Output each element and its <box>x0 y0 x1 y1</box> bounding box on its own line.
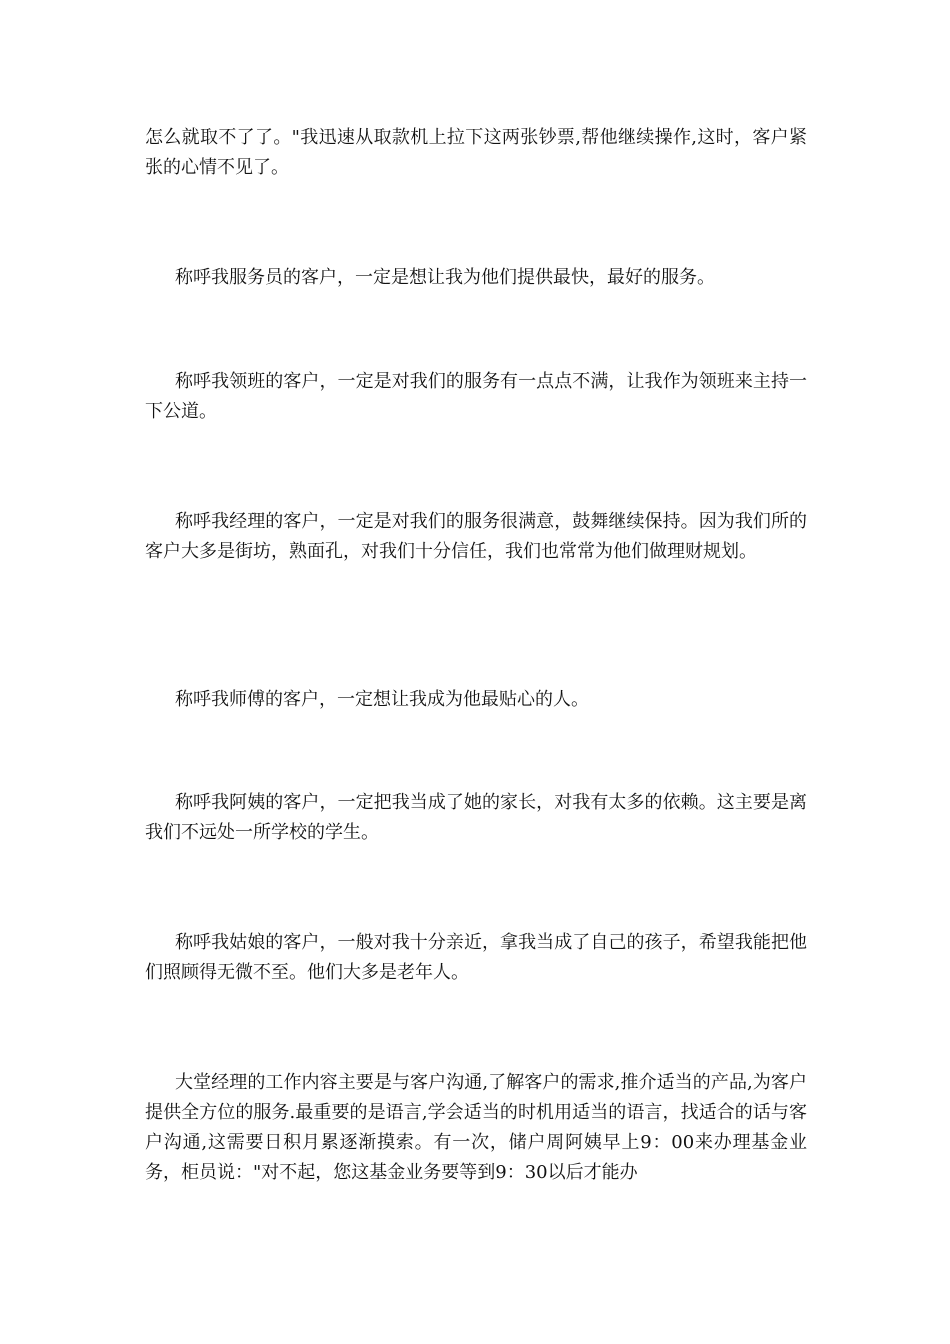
paragraph-7: 称呼我姑娘的客户，一般对我十分亲近，拿我当成了自己的孩子，希望我能把他们照顾得无微不至。他们大多是老年人。 <box>145 932 807 983</box>
paragraph-1: 怎么就取不了了。"我迅速从取款机上拉下这两张钞票,帮他继续操作,这时，客户紧张的心情不见了。 <box>145 127 807 178</box>
paragraph-8: 大堂经理的工作内容主要是与客户沟通,了解客户的需求,推介适当的产品,为客户提供全方位的服务.最重要的是语言,学会适当的时机用适当的语言，找适合的话与客户沟通,这需要日积月累逐渐摸索。有一次，储户周阿姨早上9：00来办理基金业务，柜员说："对不起，您这基金业务要等到9：30以后才能办 <box>145 1072 807 1183</box>
paragraph-6: 称呼我阿姨的客户，一定把我当成了她的家长，对我有太多的依赖。这主要是离我们不远处一所学校的学生。 <box>145 792 807 843</box>
paragraph-4: 称呼我经理的客户，一定是对我们的服务很满意，鼓舞继续保持。因为我们所的客户大多是街坊，熟面孔，对我们十分信任，我们也常常为他们做理财规划。 <box>145 511 807 562</box>
paragraph-5: 称呼我师傅的客户，一定想让我成为他最贴心的人。 <box>175 689 589 710</box>
paragraph-2: 称呼我服务员的客户，一定是想让我为他们提供最快，最好的服务。 <box>175 267 715 288</box>
paragraph-3: 称呼我领班的客户，一定是对我们的服务有一点点不满，让我作为领班来主持一下公道。 <box>145 371 807 422</box>
